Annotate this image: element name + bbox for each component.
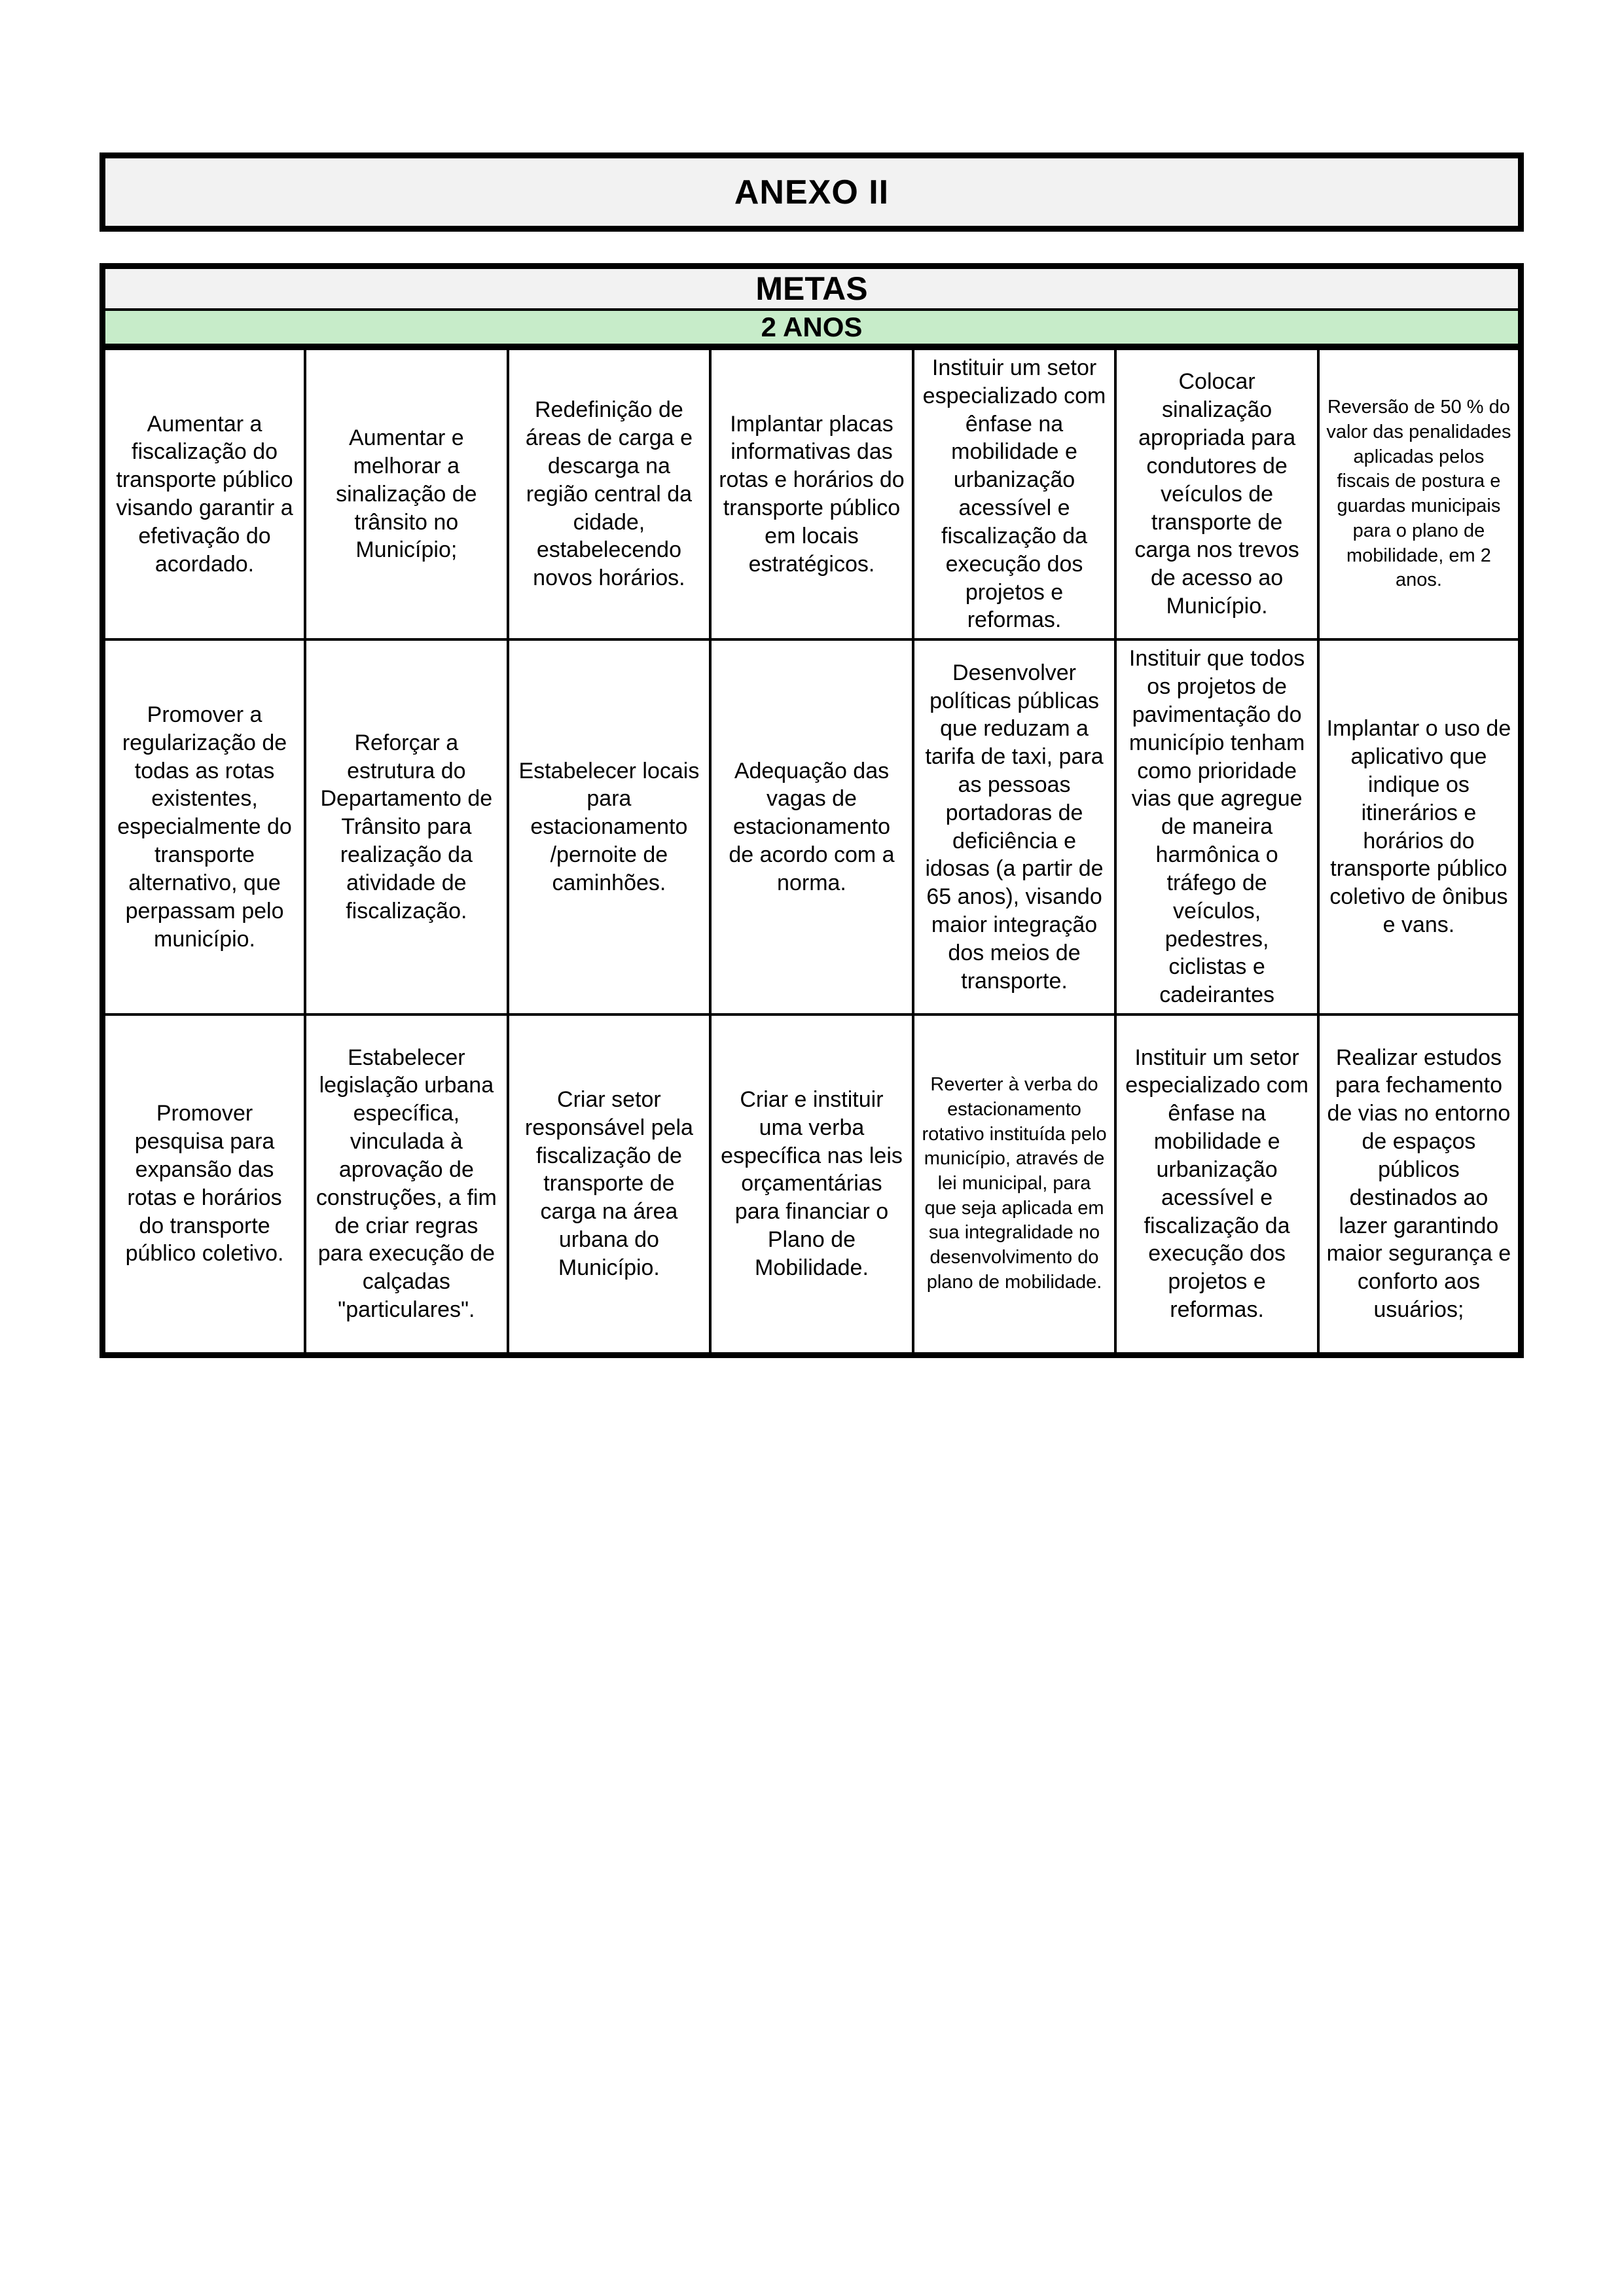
period-header-row xyxy=(103,310,1521,347)
meta-cell: Criar e instituir uma verba específica nas leis orçamentárias para financiar o Plano de Mobilidade. xyxy=(710,1014,913,1355)
meta-cell: Desenvolver políticas públicas que reduzam a tarifa de taxi, para as pessoas portadoras de deficiência e idosas (a partir de 65 anos), visando maior integração dos meios de transporte. xyxy=(913,639,1116,1014)
annex-title-box xyxy=(99,152,1524,232)
table-row xyxy=(103,347,1521,639)
meta-cell: Implantar placas informativas das rotas e horários do transporte público em locais estratégicos. xyxy=(710,347,913,639)
meta-cell: Instituir um setor especializado com ênfase na mobilidade e urbanização acessível e fiscalização da execução dos projetos e reformas. xyxy=(913,347,1116,639)
meta-cell: Estabelecer legislação urbana específica, vinculada à aprovação de construções, a fim de criar regras para execução de calçadas "particulares". xyxy=(305,1014,508,1355)
meta-cell: Reversão de 50 % do valor das penalidades aplicadas pelos fiscais de postura e guardas municipais para o plano de mobilidade, em 2 anos. xyxy=(1318,347,1521,639)
metas-header: METAS xyxy=(103,266,1521,310)
table-row xyxy=(103,639,1521,1014)
meta-cell: Redefinição de áreas de carga e descarga na região central da cidade, estabelecendo novos horários. xyxy=(508,347,711,639)
meta-cell: Reforçar a estrutura do Departamento de Trânsito para realização da atividade de fiscalização. xyxy=(305,639,508,1014)
meta-cell: Reverter à verba do estacionamento rotativo instituída pelo município, através de lei municipal, para que seja aplicada em sua integralidade no desenvolvimento do plano de mobilidade. xyxy=(913,1014,1116,1355)
meta-cell: Promover pesquisa para expansão das rotas e horários do transporte público coletivo. xyxy=(103,1014,306,1355)
meta-cell: Instituir um setor especializado com ênfase na mobilidade e urbanização acessível e fiscalização da execução dos projetos e reformas. xyxy=(1115,1014,1318,1355)
table-row xyxy=(103,1014,1521,1355)
meta-cell: Instituir que todos os projetos de pavimentação do município tenham como prioridade vias que agregue de maneira harmônica o tráfego de veículos, pedestres, ciclistas e cadeirantes xyxy=(1115,639,1318,1014)
meta-cell: Realizar estudos para fechamento de vias no entorno de espaços públicos destinados ao lazer garantindo maior segurança e conforto aos usuários; xyxy=(1318,1014,1521,1355)
metas-header-row xyxy=(103,266,1521,310)
metas-table xyxy=(99,263,1524,1358)
period-header: 2 ANOS xyxy=(103,310,1521,347)
meta-cell: Estabelecer locais para estacionamento /pernoite de caminhões. xyxy=(508,639,711,1014)
meta-cell: Aumentar e melhorar a sinalização de trânsito no Município; xyxy=(305,347,508,639)
meta-cell: Implantar o uso de aplicativo que indique os itinerários e horários do transporte público coletivo de ônibus e vans. xyxy=(1318,639,1521,1014)
meta-cell: Aumentar a fiscalização do transporte público visando garantir a efetivação do acordado. xyxy=(103,347,306,639)
meta-cell: Criar setor responsável pela fiscalização de transporte de carga na área urbana do Município. xyxy=(508,1014,711,1355)
meta-cell: Adequação das vagas de estacionamento de acordo com a norma. xyxy=(710,639,913,1014)
annex-title: ANEXO II xyxy=(734,173,890,211)
meta-cell: Promover a regularização de todas as rotas existentes, especialmente do transporte alternativo, que perpassam pelo município. xyxy=(103,639,306,1014)
meta-cell: Colocar sinalização apropriada para condutores de veículos de transporte de carga nos trevos de acesso ao Município. xyxy=(1115,347,1318,639)
